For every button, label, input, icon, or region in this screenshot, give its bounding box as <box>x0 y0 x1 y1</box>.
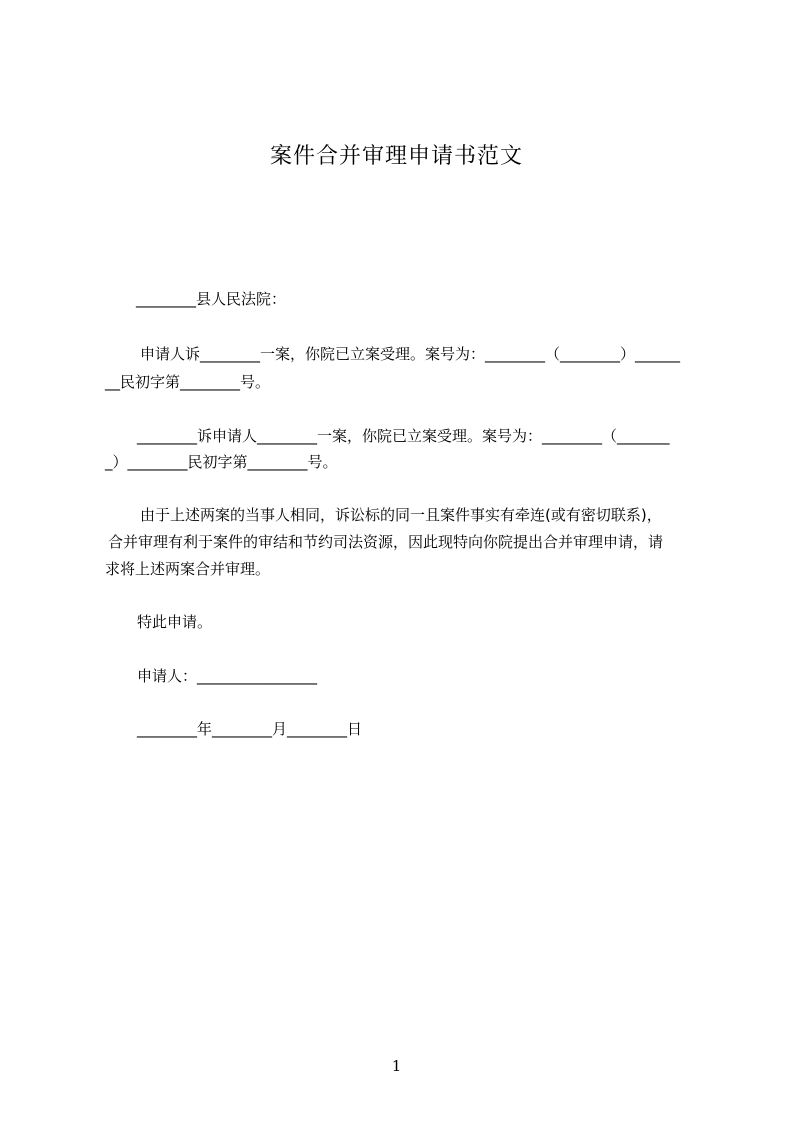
document-title: 案件合并审理申请书范文 <box>269 144 523 169</box>
applicant-line: 申请人：________________ <box>137 667 318 685</box>
page-number: 1 <box>391 1057 402 1075</box>
paragraph-2-line-1: ________诉申请人________一案，你院已立案受理。案号为：________（_______ <box>137 427 670 445</box>
date-line: ________年________月________日 <box>137 720 363 738</box>
paragraph-1-line-1: 申请人诉________一案，你院已立案受理。案号为：________（________）______ <box>140 345 681 363</box>
paragraph-2-line-2: _）________民初字第________号。 <box>105 453 338 471</box>
paragraph-3-line-2: 合并审理有利于案件的审结和节约司法资源，因此现特向你院提出合并审理申请，请 <box>108 533 664 551</box>
paragraph-1-line-2: __民初字第________号。 <box>105 373 271 391</box>
closing-line: 特此申请。 <box>137 613 213 631</box>
paragraph-3-line-1: 由于上述两案的当事人相同，诉讼标的同一且案件事实有牵连(或有密切联系)， <box>140 506 662 524</box>
paragraph-3-line-3: 求将上述两案合并审理。 <box>105 560 271 578</box>
addressee-line: ________县人民法院： <box>136 290 287 308</box>
